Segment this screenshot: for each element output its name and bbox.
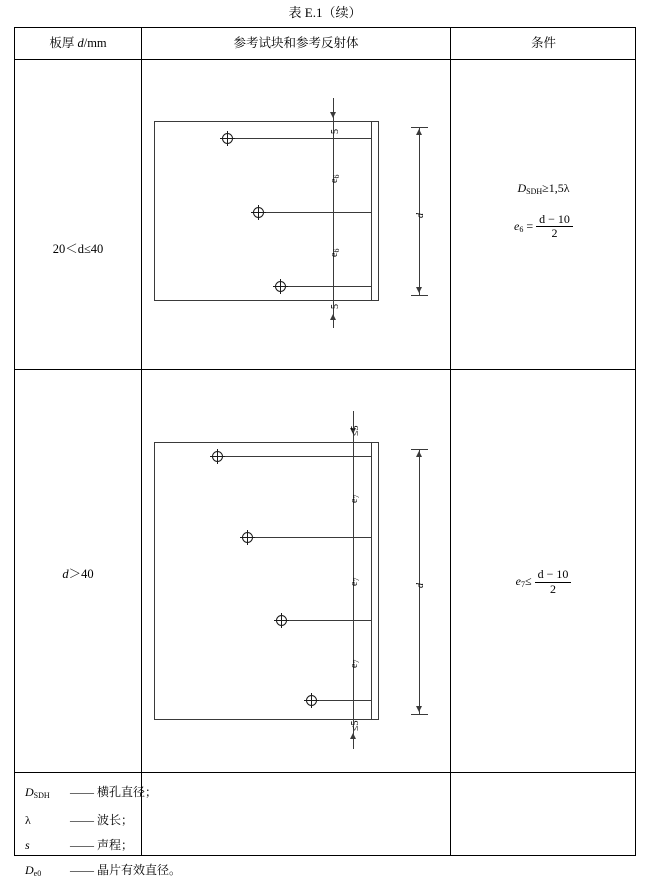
row2-depth-dim-line bbox=[419, 449, 420, 714]
row1-leader-2 bbox=[258, 212, 371, 213]
row1-center-arrow-bottom bbox=[330, 314, 336, 320]
row2-spacing-label-2: $e_7$ bbox=[349, 577, 361, 586]
row1-condition-line1: $D_{SDH}\ge 1,5\lambda$ bbox=[517, 181, 570, 196]
column-divider-1 bbox=[141, 28, 142, 855]
header-condition: 条件 bbox=[530, 36, 556, 50]
note-text-4: 晶片有效直径。 bbox=[97, 863, 182, 877]
note-dash-2: —— bbox=[70, 813, 94, 827]
row2-depth-tick-top bbox=[411, 449, 428, 450]
row2-spacing-label-3: $e_7$ bbox=[349, 659, 361, 668]
row1-hole-1 bbox=[222, 133, 233, 144]
row2-test-block bbox=[154, 442, 379, 720]
row2-spacing-label-1: $e_7$ bbox=[349, 494, 361, 503]
row2-hole-1 bbox=[212, 451, 223, 462]
row2-leader-3 bbox=[281, 620, 371, 621]
row1-spacing-label-2: $e_6$ bbox=[329, 248, 341, 257]
row1-depth-tick-bottom bbox=[411, 295, 428, 296]
row2-center-arrow-bottom bbox=[350, 733, 356, 739]
row1-condition bbox=[451, 178, 636, 241]
row1-leader-1 bbox=[228, 138, 371, 139]
table-caption: 表 E.1（续） bbox=[288, 5, 362, 20]
note-row-1 bbox=[25, 780, 181, 808]
row2-bottom-dim-label: ≤5 bbox=[350, 720, 361, 731]
note-symbol-4: $D_{e0}$ bbox=[25, 863, 42, 878]
header-thickness bbox=[15, 28, 141, 59]
row2-leader-2 bbox=[247, 537, 371, 538]
row2-depth-tick-bottom bbox=[411, 714, 428, 715]
note-row-3 bbox=[25, 833, 181, 858]
row2-hole-2 bbox=[242, 532, 253, 543]
row2-leader-1 bbox=[217, 456, 371, 457]
row1-test-block bbox=[154, 121, 379, 301]
row1-center-arrow-top bbox=[330, 112, 336, 118]
row1-top-dim-label: 5 bbox=[330, 129, 341, 134]
row2-thickness: d＞40 bbox=[62, 567, 94, 581]
header-block: 参考试块和参考反射体 bbox=[233, 36, 359, 50]
row1-depth-dim-line bbox=[419, 127, 420, 295]
row2-depth-arrow-bottom bbox=[416, 706, 422, 712]
row2-hole-4 bbox=[306, 695, 317, 706]
row2-top-dim-label: ≤5 bbox=[350, 425, 361, 436]
row1-depth-arrow-bottom bbox=[416, 287, 422, 293]
row1-condition-line2: $e_6$ = $\frac{d - 10}{2}$ bbox=[451, 213, 636, 242]
row2-condition-fraction: $\frac{d - 10}{2}$ bbox=[535, 568, 572, 597]
row2-depth-arrow-top bbox=[416, 451, 422, 457]
column-divider-2 bbox=[450, 28, 451, 855]
table-E1 bbox=[14, 27, 636, 878]
note-symbol-3: s bbox=[25, 838, 30, 852]
row1-bottom-dim-label: 5 bbox=[330, 304, 341, 309]
row2-inner-edge bbox=[371, 442, 372, 720]
note-text-3: 声程； bbox=[97, 838, 134, 852]
row2-hole-3 bbox=[276, 615, 287, 626]
row1-inner-edge bbox=[371, 121, 372, 301]
header-thickness-label: 板厚 d/mm bbox=[49, 36, 107, 50]
row2-condition bbox=[451, 568, 636, 597]
note-row-2 bbox=[25, 808, 181, 833]
row2-leader-4 bbox=[311, 700, 371, 701]
note-dash-4: —— bbox=[70, 863, 94, 877]
row1-depth-tick-top bbox=[411, 127, 428, 128]
row1-depth-label: d bbox=[415, 213, 426, 218]
note-symbol-2: λ bbox=[25, 813, 31, 827]
row1-condition-fraction: $\frac{d - 10}{2}$ bbox=[536, 213, 573, 242]
note-text-2: 波长； bbox=[97, 813, 134, 827]
row1-leader-3 bbox=[280, 286, 371, 287]
note-dash-3: —— bbox=[70, 838, 94, 852]
table-notes bbox=[25, 780, 181, 886]
row1-depth-arrow-top bbox=[416, 129, 422, 135]
row2-depth-label: d bbox=[415, 583, 426, 588]
note-dash-1: —— bbox=[70, 785, 94, 799]
row1-thickness: 20＜d≤40 bbox=[52, 242, 104, 256]
row1-hole-2 bbox=[253, 207, 264, 218]
note-row-4 bbox=[25, 858, 181, 886]
notes-rule bbox=[15, 772, 635, 773]
row1-hole-3 bbox=[275, 281, 286, 292]
note-text-1: 横孔直径； bbox=[97, 785, 158, 799]
row2-condition-line1: $e_7\le$ $\frac{d - 10}{2}$ bbox=[451, 568, 636, 597]
row-rule-1 bbox=[15, 369, 635, 370]
header-rule bbox=[15, 59, 635, 60]
note-symbol-1: $D_{SDH}$ bbox=[25, 785, 50, 800]
row1-spacing-label-1: $e_6$ bbox=[329, 174, 341, 183]
